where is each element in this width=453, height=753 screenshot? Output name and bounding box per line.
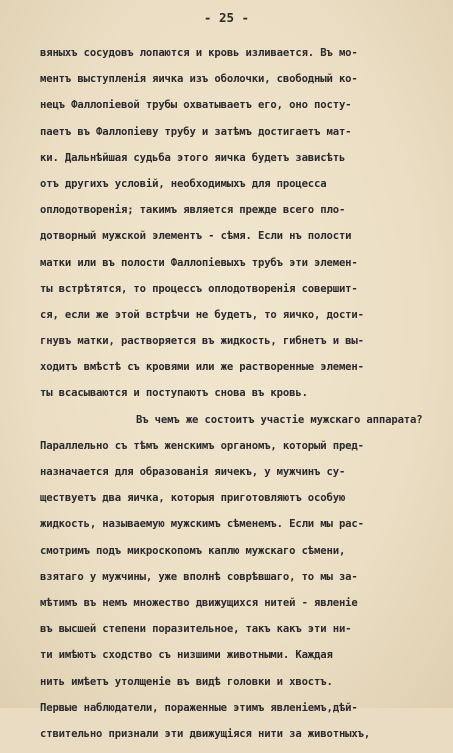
text-line: нецъ Фаллопіевой трубы охватываетъ его, оно посту- [40,99,352,112]
text-line: ся, если же этой встрѣчи не будетъ, то яичко, дости- [40,308,364,321]
paragraph-start-line: Въ чемъ же состоитъ участіе мужскаго аппарата? [136,413,423,426]
text-line: отъ другихъ условій, необходимыхъ для процесса [40,177,327,190]
text-line: ствительно признали эти движущіяся нити за животныхъ, [40,727,371,740]
text-line: вяныхъ сосудовъ лопаются и кровь изливается. Въ мо- [40,47,358,59]
text-line: нить имѣетъ утолщеніе въ видѣ головки и хвостъ. [40,675,333,688]
text-line: дотворный мужской элементъ - сѣмя. Если нъ полости [40,230,352,243]
text-line: жидкость, называемую мужскимъ сѣменемъ. Если мы рас- [40,518,364,531]
text-line: ходитъ вмѣстѣ съ кровями или же растворенные элемен- [40,361,364,374]
text-line: оплодотворенія; такимъ является прежде всего пло- [40,204,346,217]
text-line: смотримъ подъ микроскопомъ каплю мужскаго сѣмени, [40,544,346,557]
text-line: паетъ въ Фаллопіеву трубу и затѣмъ достигаетъ мат- [40,125,352,138]
text-line: взятаго у мужчины, уже вполнѣ соврѣвшаго, то мы за- [40,570,358,583]
text-line: ки. Дальнѣйшая судьба этого яичка будетъ зависѣть [40,151,346,164]
text-line: матки или въ полости Фаллопіевыхъ трубъ эти элемен- [40,256,358,269]
page-number: - 25 - [203,10,250,25]
text-line: Первые наблюдатели, пораженные этимъ явленіемъ,дѣй- [40,701,358,714]
text-line: мѣтимъ въ немъ множество движущихся нитей - явленіе [40,596,358,609]
body-text [40,46,435,753]
text-line: ты встрѣтятся, то процессъ оплодотворенія совершит- [40,282,358,295]
text-line: гнувъ матки, растворяется въ жидкость, гибнетъ и вы- [40,335,364,348]
text-line: ществуетъ два яичка, которыя приготовляютъ особую [40,492,346,505]
text-line: Параллельно съ тѣмъ женскимъ органомъ, который пред- [40,439,364,452]
text-line: ментъ выступленія яичка изъ оболочки, свободный ко- [40,73,358,86]
text-line: въ высшей степени поразительное, такъ какъ эти ни- [40,623,352,636]
text-line: ти имѣютъ сходство съ низшими животными. Каждая [40,649,333,662]
text-line: ты всасываются и поступаютъ снова въ кровь. [40,387,308,400]
text-line: назначается для образованія яичекъ, у мужчинъ су- [40,466,346,478]
